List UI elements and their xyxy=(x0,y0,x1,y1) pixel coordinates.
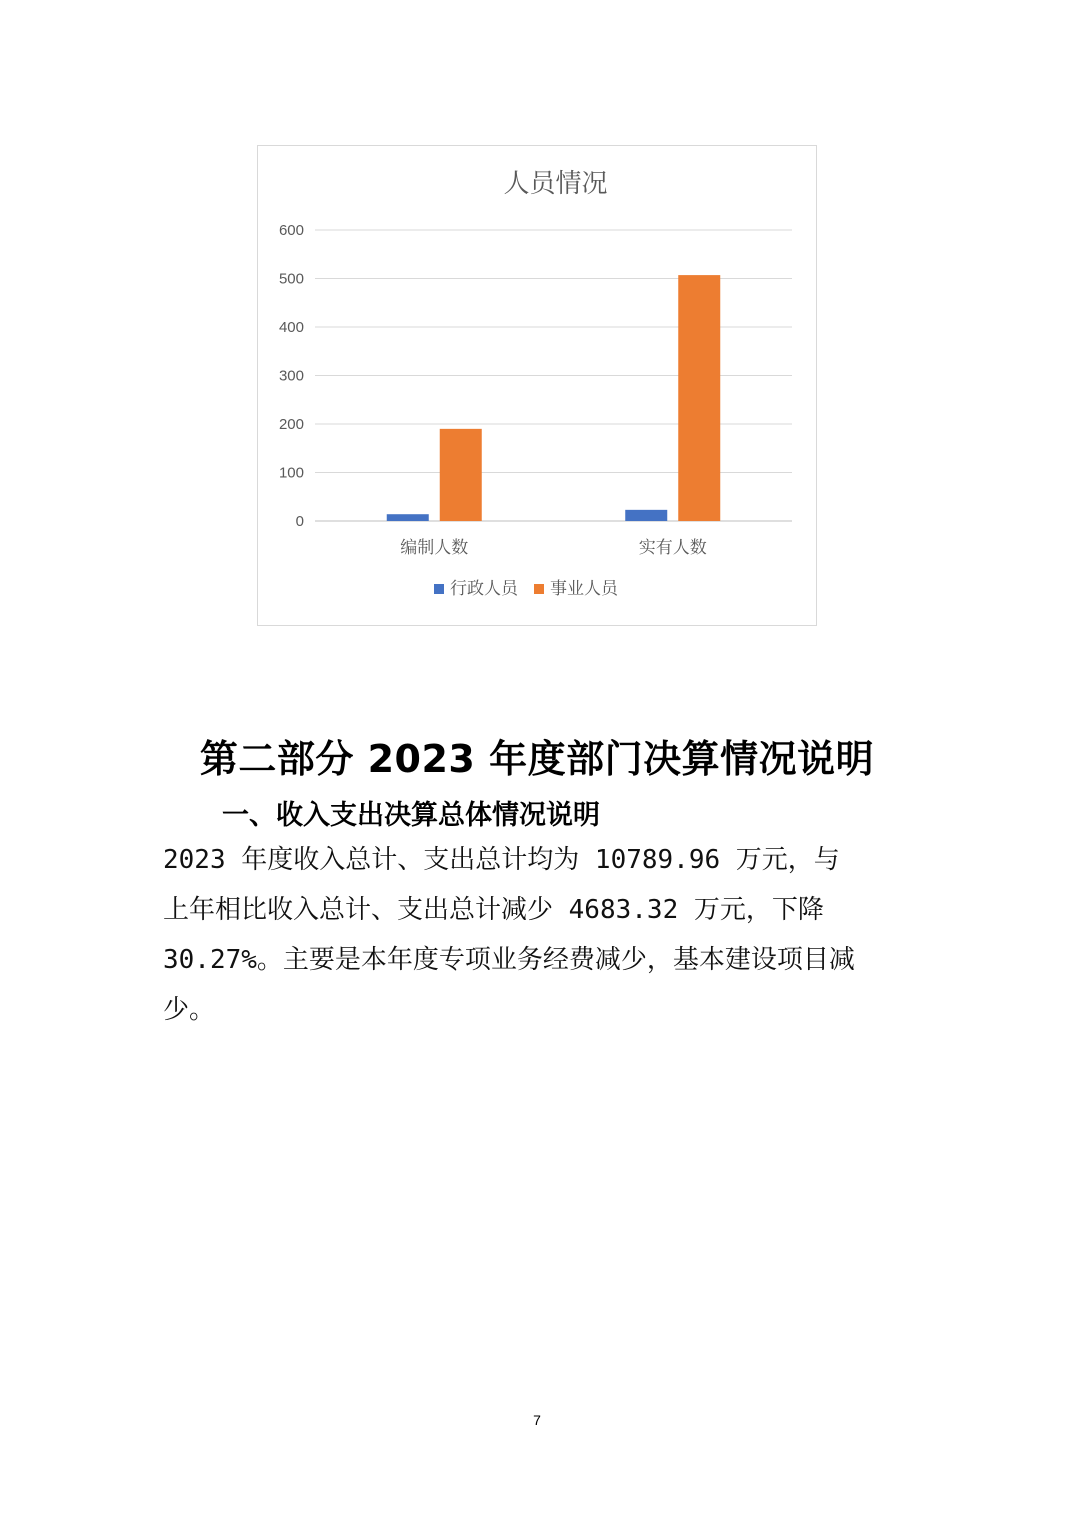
y-tick-label: 400 xyxy=(278,319,304,336)
y-tick-label: 300 xyxy=(278,367,304,385)
y-tick-label: 0 xyxy=(295,513,304,530)
bar xyxy=(625,510,667,521)
x-category-label: 编制人数 xyxy=(400,538,469,558)
chart-title: 人员情况 xyxy=(503,169,608,199)
section-title: 第二部分 2023 年度部门决算情况说明 xyxy=(199,737,875,781)
legend-swatch xyxy=(434,584,444,594)
legend-label: 事业人员 xyxy=(550,579,618,599)
bar xyxy=(440,429,482,521)
paragraph-line-1: 2023 年度收入总计、支出总计均为 10789.96 万元，与 xyxy=(163,845,840,875)
page-number: 7 xyxy=(533,1412,541,1428)
legend-swatch xyxy=(534,584,544,594)
y-tick-label: 200 xyxy=(278,416,304,433)
x-category-label: 实有人数 xyxy=(638,538,707,558)
paragraph-line-4: 少。 xyxy=(163,995,216,1025)
bar xyxy=(387,514,429,521)
subsection-title: 一、收入支出决算总体情况说明 xyxy=(222,800,600,831)
chart-canvas xyxy=(258,146,816,625)
legend-label: 行政人员 xyxy=(450,579,518,599)
paragraph-line-3: 30.27%。主要是本年度专项业务经费减少，基本建设项目减 xyxy=(163,945,855,975)
paragraph-line-2: 上年相比收入总计、支出总计减少 4683.32 万元，下降 xyxy=(163,895,824,925)
y-tick-label: 500 xyxy=(278,270,304,288)
bar xyxy=(678,275,720,521)
y-tick-label: 100 xyxy=(278,464,304,482)
y-tick-label: 600 xyxy=(278,222,304,239)
staff-chart xyxy=(257,145,817,626)
